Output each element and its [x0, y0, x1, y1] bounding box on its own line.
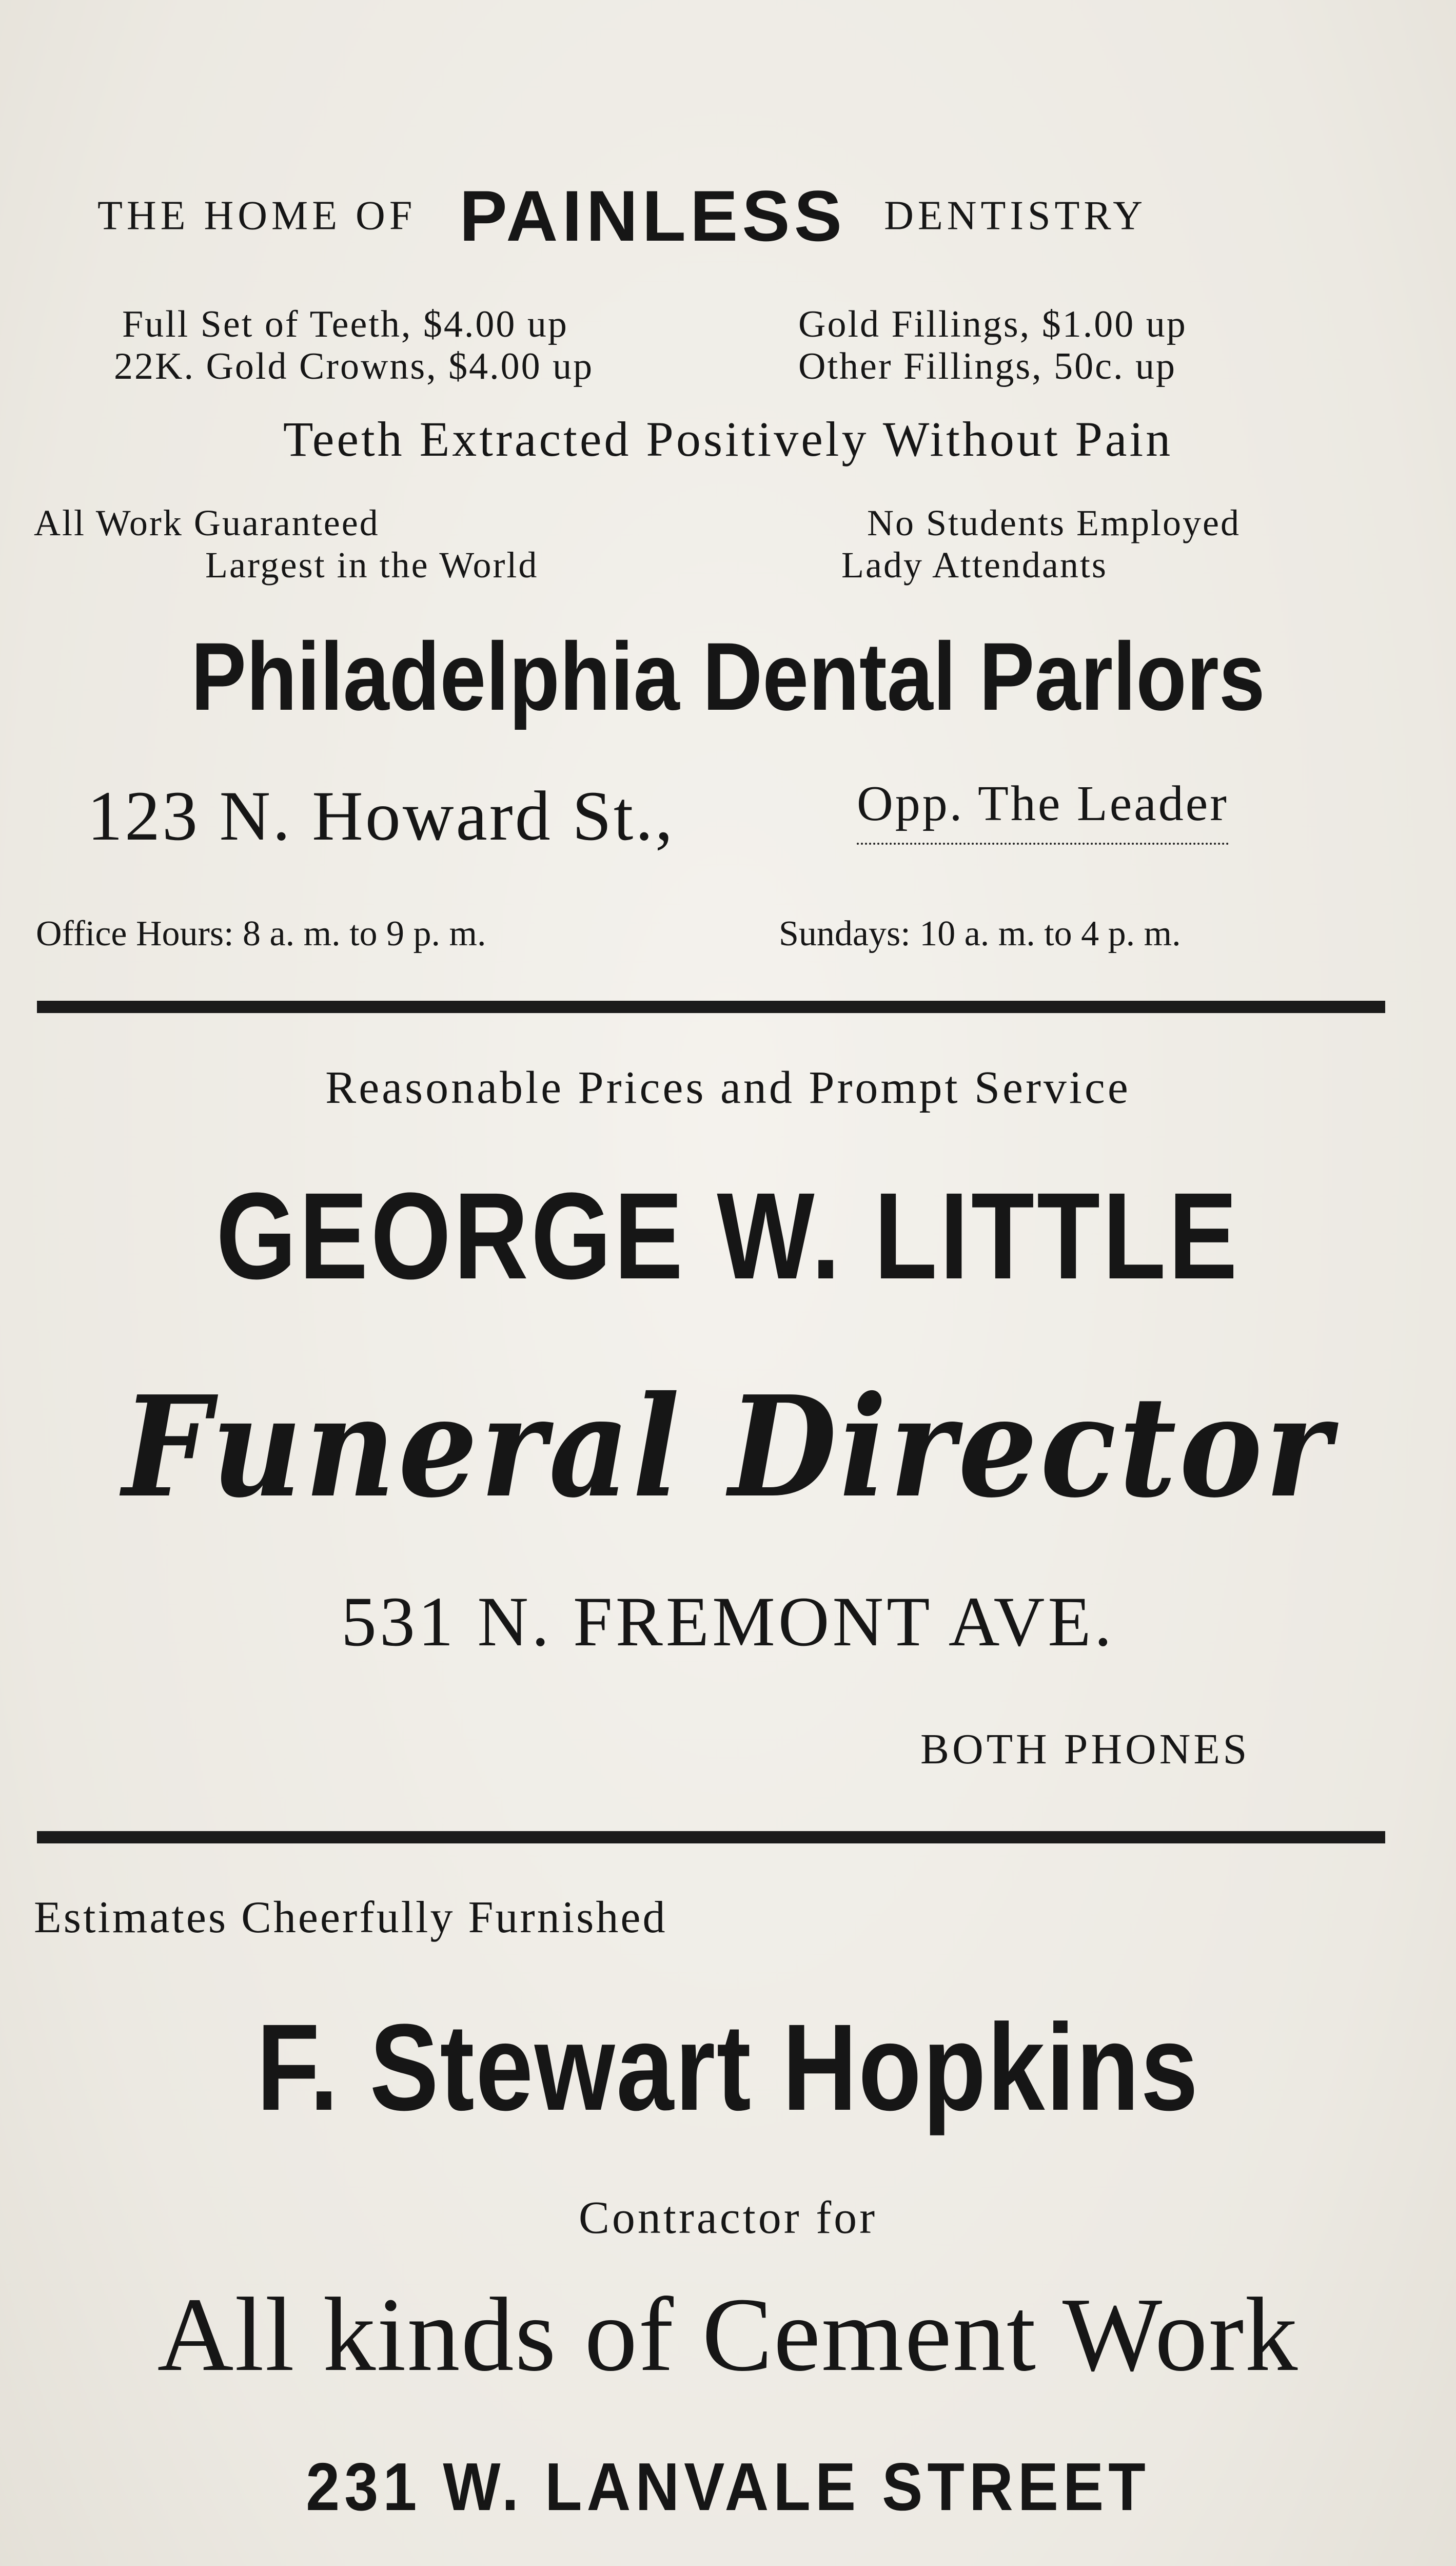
- funeral-phones: BOTH PHONES: [920, 1725, 1250, 1773]
- headline-prefix: THE HOME OF: [97, 193, 417, 239]
- no-students: No Students Employed: [867, 502, 1241, 543]
- price-gold-fillings: Gold Fillings, $1.00 up: [798, 303, 1187, 345]
- price-gold-crowns: 22K. Gold Crowns, $4.00 up: [114, 345, 594, 387]
- contractor-for: Contractor for: [578, 2192, 878, 2243]
- funeral-tagline: Reasonable Prices and Prompt Service: [325, 1062, 1131, 1113]
- price-full-set: Full Set of Teeth, $4.00 up: [122, 303, 568, 345]
- cement-name: F. Stewart Hopkins: [257, 1998, 1199, 2136]
- cement-tagline: Estimates Cheerfully Furnished: [34, 1893, 667, 1942]
- headline-painless: PAINLESS: [459, 176, 847, 256]
- sunday-hours: Sundays: 10 a. m. to 4 p. m.: [779, 914, 1181, 954]
- work-guaranteed: All Work Guaranteed: [34, 502, 380, 543]
- dental-opposite: Opp. The Leader: [857, 775, 1229, 845]
- dental-business-name: Philadelphia Dental Parlors: [191, 623, 1265, 730]
- funeral-title: Funeral Director: [122, 1365, 1334, 1528]
- funeral-name: GEORGE W. LITTLE: [216, 1167, 1240, 1305]
- funeral-address: 531 N. FREMONT AVE.: [341, 1582, 1115, 1661]
- price-other-fillings: Other Fillings, 50c. up: [798, 345, 1177, 387]
- largest-in-world: Largest in the World: [205, 545, 539, 586]
- divider-2: [37, 1831, 1385, 1843]
- divider-1: [37, 1001, 1385, 1013]
- headline-suffix: DENTISTRY: [884, 193, 1147, 239]
- cement-address: 231 W. LANVALE STREET: [306, 2449, 1150, 2524]
- cement-work: All kinds of Cement Work: [157, 2276, 1299, 2393]
- extraction-line: Teeth Extracted Positively Without Pain: [283, 412, 1173, 466]
- dental-address: 123 N. Howard St.,: [87, 776, 675, 855]
- dental-headline: [97, 174, 1147, 256]
- lady-attendants: Lady Attendants: [841, 545, 1108, 586]
- office-hours: Office Hours: 8 a. m. to 9 p. m.: [36, 914, 486, 954]
